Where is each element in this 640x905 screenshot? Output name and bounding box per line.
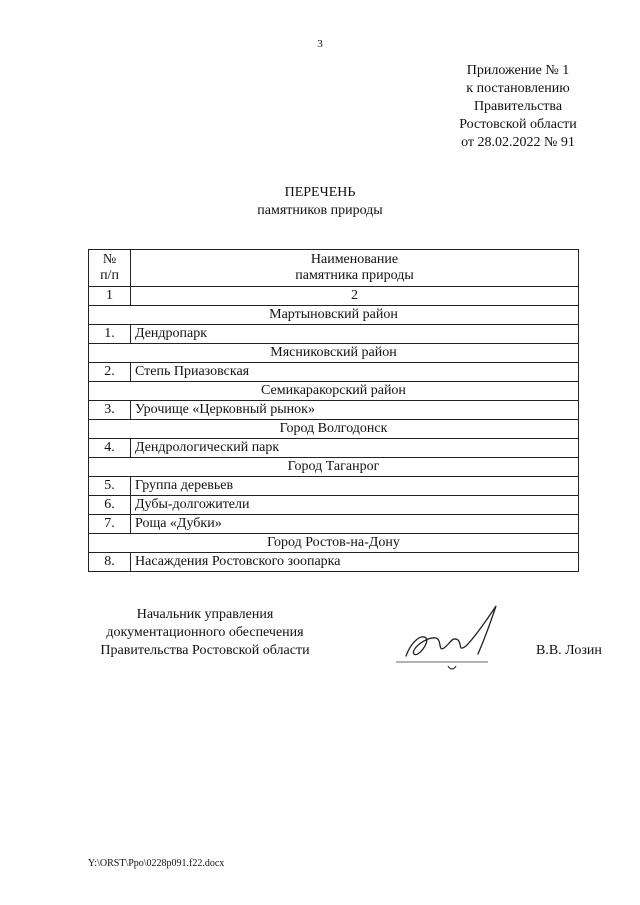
header-num-label: № [102,252,117,267]
appendix-line: Ростовской области [459,117,577,132]
table-row [89,553,579,572]
district-row [89,306,579,325]
header-name-cell [131,250,579,287]
handwritten-signature [392,600,512,680]
table-row [89,401,579,420]
column-index-cell: 2 [131,287,579,306]
district-name: Мартыновский район [89,306,579,325]
row-number: 2. [89,363,131,382]
page-number: 3 [317,38,323,50]
position-line: Правительства Ростовской области [100,643,310,658]
row-number: 7. [89,515,131,534]
table-header-row [89,250,579,287]
appendix-line: Приложение № 1 [466,63,570,78]
table-row [89,477,579,496]
table-row [89,325,579,344]
table-row [89,439,579,458]
row-number: 1. [89,325,131,344]
monument-name: Группа деревьев [131,477,579,496]
signer-name: В.В. Лозин [536,643,602,658]
title-main: ПЕРЕЧЕНЬ [284,185,356,200]
position-line: документационного обеспечения [106,625,304,640]
position-line: Начальник управления [136,607,274,622]
monument-name: Урочище «Церковный рынок» [131,401,579,420]
row-number: 5. [89,477,131,496]
district-name: Город Ростов-на-Дону [89,534,579,553]
district-name: Семикаракорский район [89,382,579,401]
district-row [89,420,579,439]
table-row [89,515,579,534]
appendix-line: от 28.02.2022 № 91 [461,135,575,150]
appendix-line: к постановлению [466,81,570,96]
signature-block [80,606,330,660]
column-index-row [89,287,579,306]
monument-name: Насаждения Ростовского зоопарка [131,553,579,572]
row-number: 6. [89,496,131,515]
header-num-label: п/п [100,268,119,283]
document-title [0,184,640,220]
header-num-cell [89,250,131,287]
monument-name: Степь Приазовская [131,363,579,382]
district-row [89,534,579,553]
row-number: 8. [89,553,131,572]
monument-name: Дубы-долгожители [131,496,579,515]
table-row [89,363,579,382]
title-sub: памятников природы [257,203,383,218]
file-path: Y:\ORST\Ppo\0228p091.f22.docx [88,858,225,869]
district-row [89,458,579,477]
header-name-label: памятника природы [295,268,414,283]
appendix-line: Правительства [473,99,563,114]
monument-name: Дендрологический парк [131,439,579,458]
monuments-table [88,249,579,572]
district-name: Город Волгодонск [89,420,579,439]
row-number: 4. [89,439,131,458]
district-name: Город Таганрог [89,458,579,477]
monument-name: Дендропарк [131,325,579,344]
monument-name: Роща «Дубки» [131,515,579,534]
district-row [89,382,579,401]
table-row [89,496,579,515]
row-number: 3. [89,401,131,420]
column-index-cell: 1 [89,287,131,306]
header-name-label: Наименование [310,252,399,267]
appendix-header [440,62,596,152]
district-name: Мясниковский район [89,344,579,363]
district-row [89,344,579,363]
